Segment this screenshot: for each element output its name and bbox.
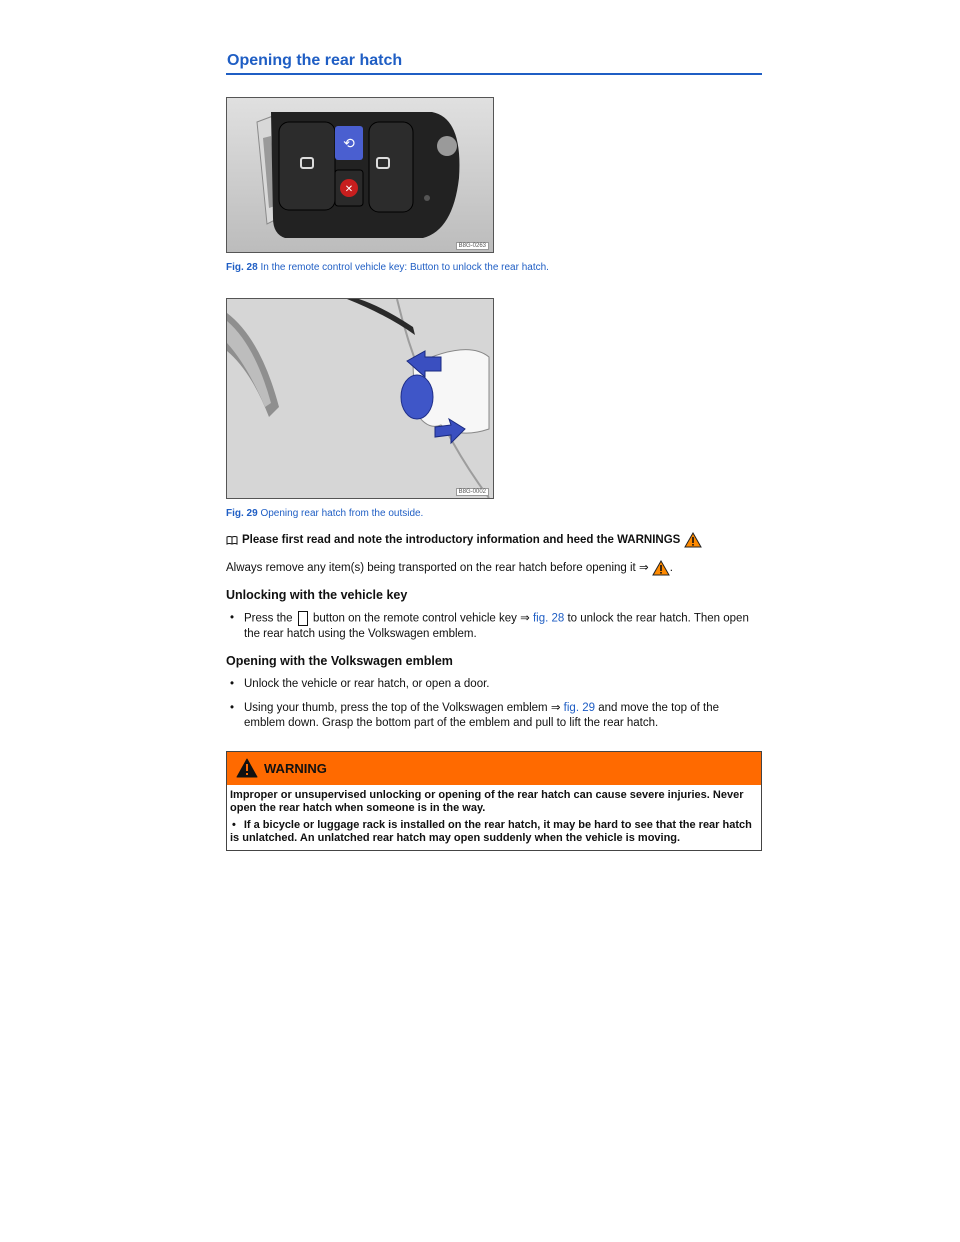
intro-text: Always remove any item(s) being transported on the rear hatch before opening it ⇒	[226, 562, 649, 575]
bullet-dot: •	[230, 612, 235, 625]
remote-key-illustration	[227, 98, 493, 252]
page-title: Opening the rear hatch	[226, 52, 762, 75]
rear-hatch-illustration	[227, 299, 493, 498]
bullet-text-post: to unlock the rear hatch. Then open the rear hatch using the Volkswagen emblem.	[244, 612, 749, 640]
figure-code: B8G-0002	[456, 488, 489, 496]
intro-paragraph	[226, 560, 762, 576]
bullet-text-mid: button on the remote control vehicle key ⇒	[312, 612, 530, 625]
bullet-dot: •	[230, 701, 235, 714]
warning-bullet-text: If a bicycle or luggage rack is installed on the rear hatch, it may be hard to see that the rear hatch is unlatched. An unlatched rear hatch may open suddenly when the vehicle is moving.	[230, 818, 752, 844]
figure-caption	[226, 262, 762, 273]
bullet-text: Unlock the vehicle or rear hatch, or open a door.	[244, 677, 490, 690]
intro-note	[226, 532, 762, 548]
warning-triangle-icon[interactable]	[652, 560, 670, 576]
list-item	[226, 701, 762, 731]
book-icon	[226, 535, 238, 545]
warning-triangle-icon	[236, 758, 258, 778]
svg-text:✕: ✕	[344, 184, 354, 195]
section-heading: Unlocking with the vehicle key	[226, 588, 408, 603]
section-heading: Opening with the Volkswagen emblem	[226, 653, 453, 668]
caption-text: Opening rear hatch from the outside.	[260, 508, 424, 519]
bullet-text-pre: Press the	[244, 612, 293, 625]
figure-number: Fig. 29	[226, 508, 258, 519]
warning-text: Improper or unsupervised unlocking or opening of the rear hatch can cause severe injuries. Never open the rear hatch when someone is in the way.	[230, 788, 744, 814]
note-text: Please first read and note the introductory information and heed the WARNINGS	[242, 534, 681, 546]
figure-link[interactable]: fig. 28	[532, 612, 565, 625]
figure-number: Fig. 28	[226, 262, 258, 273]
figure-rear-hatch	[226, 298, 494, 499]
warning-body	[227, 785, 761, 850]
list-item	[226, 677, 762, 692]
figure-caption	[226, 508, 762, 519]
bullet-dot: •	[232, 818, 236, 831]
warning-box	[226, 751, 762, 851]
figure-code: B8G-0263	[456, 242, 489, 250]
caption-text: In the remote control vehicle key: Button to unlock the rear hatch.	[260, 262, 549, 273]
warning-header	[227, 752, 761, 785]
bullet-text-post: and move the top of the emblem down. Grasp the bottom part of the emblem and pull to lift the rear hatch.	[244, 701, 720, 729]
warning-list-item	[230, 819, 756, 845]
bullet-text-pre: Using your thumb, press the top of the Volkswagen emblem ⇒	[244, 701, 561, 714]
figure-remote-key	[226, 97, 494, 253]
page-content	[226, 52, 762, 851]
warning-title: WARNING	[264, 760, 327, 776]
figure-link[interactable]: fig. 29	[563, 701, 595, 714]
list-item	[226, 611, 762, 642]
bullet-dot: •	[230, 677, 235, 690]
svg-text:⟲: ⟲	[343, 136, 355, 152]
rear-hatch-key-button-icon	[298, 611, 308, 626]
warning-triangle-icon[interactable]	[684, 532, 702, 548]
intro-end: .	[669, 562, 673, 575]
